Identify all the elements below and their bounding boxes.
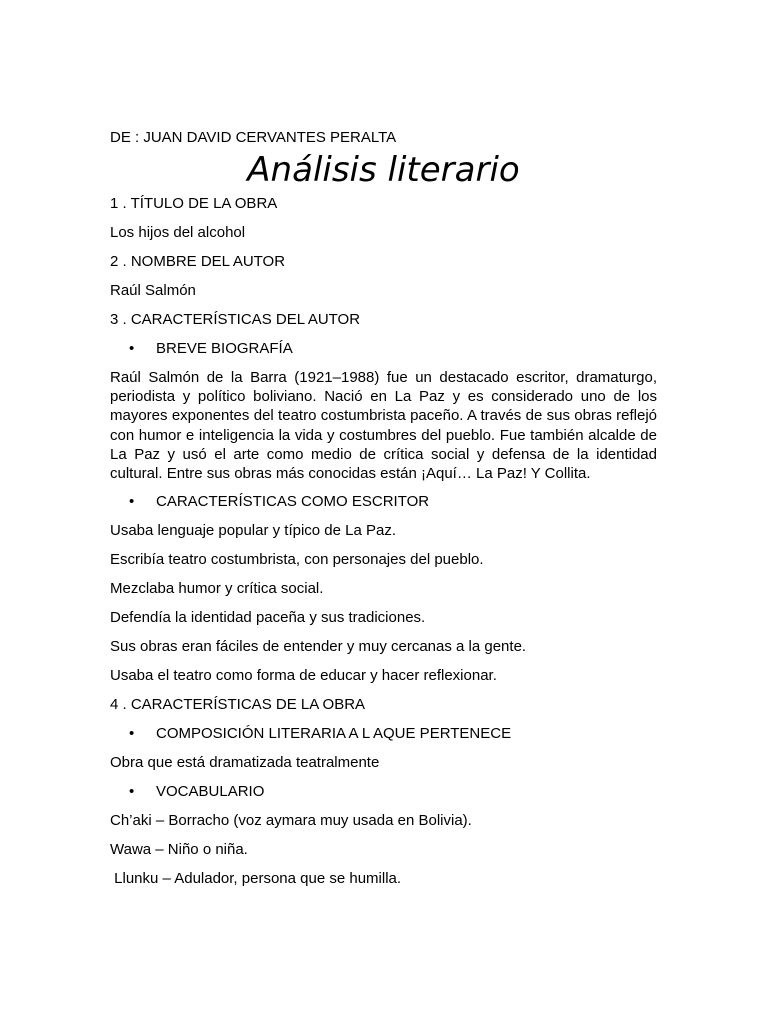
section-2-heading: 2 . NOMBRE DEL AUTOR [110, 253, 286, 270]
author-line: DE : JUAN DAVID CERVANTES PERALTA [110, 129, 397, 146]
work-title-value: Los hijos del alcohol [110, 224, 246, 241]
bullet-composition-label: COMPOSICIÓN LITERARIA A L AQUE PERTENECE [156, 725, 512, 743]
bullet-writer-traits [110, 492, 657, 512]
section-3-heading: 3 . CARACTERÍSTICAS DEL AUTOR [110, 311, 361, 328]
bullet-writer-traits-label: CARACTERÍSTICAS COMO ESCRITOR [156, 493, 430, 511]
writer-trait-item: Escribía teatro costumbrista, con personajes del pueblo. [110, 551, 484, 569]
bullet-icon: • [129, 340, 135, 357]
section-4-heading: 4 . CARACTERÍSTICAS DE LA OBRA [110, 696, 366, 714]
bullet-icon: • [129, 493, 135, 511]
composition-value: Obra que está dramatizada teatralmente [110, 754, 380, 772]
section-1-heading: 1 . TÍTULO DE LA OBRA [110, 195, 278, 212]
bullet-vocabulary [110, 782, 657, 802]
bullet-icon: • [129, 725, 135, 743]
writer-trait-item: Defendía la identidad paceña y sus tradiciones. [110, 609, 426, 627]
document-title: Análisis literario [247, 150, 520, 190]
bullet-icon: • [129, 783, 135, 801]
writer-trait-item: Mezclaba humor y crítica social. [110, 580, 324, 598]
writer-trait-item: Usaba el teatro como forma de educar y hacer reflexionar. [110, 667, 497, 685]
bullet-biography [110, 339, 657, 359]
biography-paragraph: Raúl Salmón de la Barra (1921–1988) fue un destacado escritor, dramaturgo, periodista y político boliviano. Nació en La Paz y es considerado uno de los mayores exponentes del teatro costumbrista paceño. A través de sus obras reflejó con humor e inteligencia la vida y costumbres del pueblo. Fue también alcalde de La Paz y usó el arte como medio de crítica social y defensa de la identidad cultural. Entre sus obras más conocidas están ¡Aquí… La Paz! Y Collita. [110, 369, 657, 483]
writer-trait-item: Usaba lenguaje popular y típico de La Paz. [110, 522, 397, 540]
bullet-composition [110, 724, 657, 744]
bullet-biography-label: BREVE BIOGRAFÍA [156, 340, 293, 357]
vocabulary-item: Wawa – Niño o niña. [110, 841, 248, 859]
bullet-vocabulary-label: VOCABULARIO [156, 783, 265, 801]
vocabulary-item: Ch’aki – Borracho (voz aymara muy usada en Bolivia). [110, 812, 472, 830]
author-name-value: Raúl Salmón [110, 282, 196, 299]
vocabulary-item: Llunku – Adulador, persona que se humilla. [110, 870, 402, 888]
writer-trait-item: Sus obras eran fáciles de entender y muy cercanas a la gente. [110, 638, 527, 656]
